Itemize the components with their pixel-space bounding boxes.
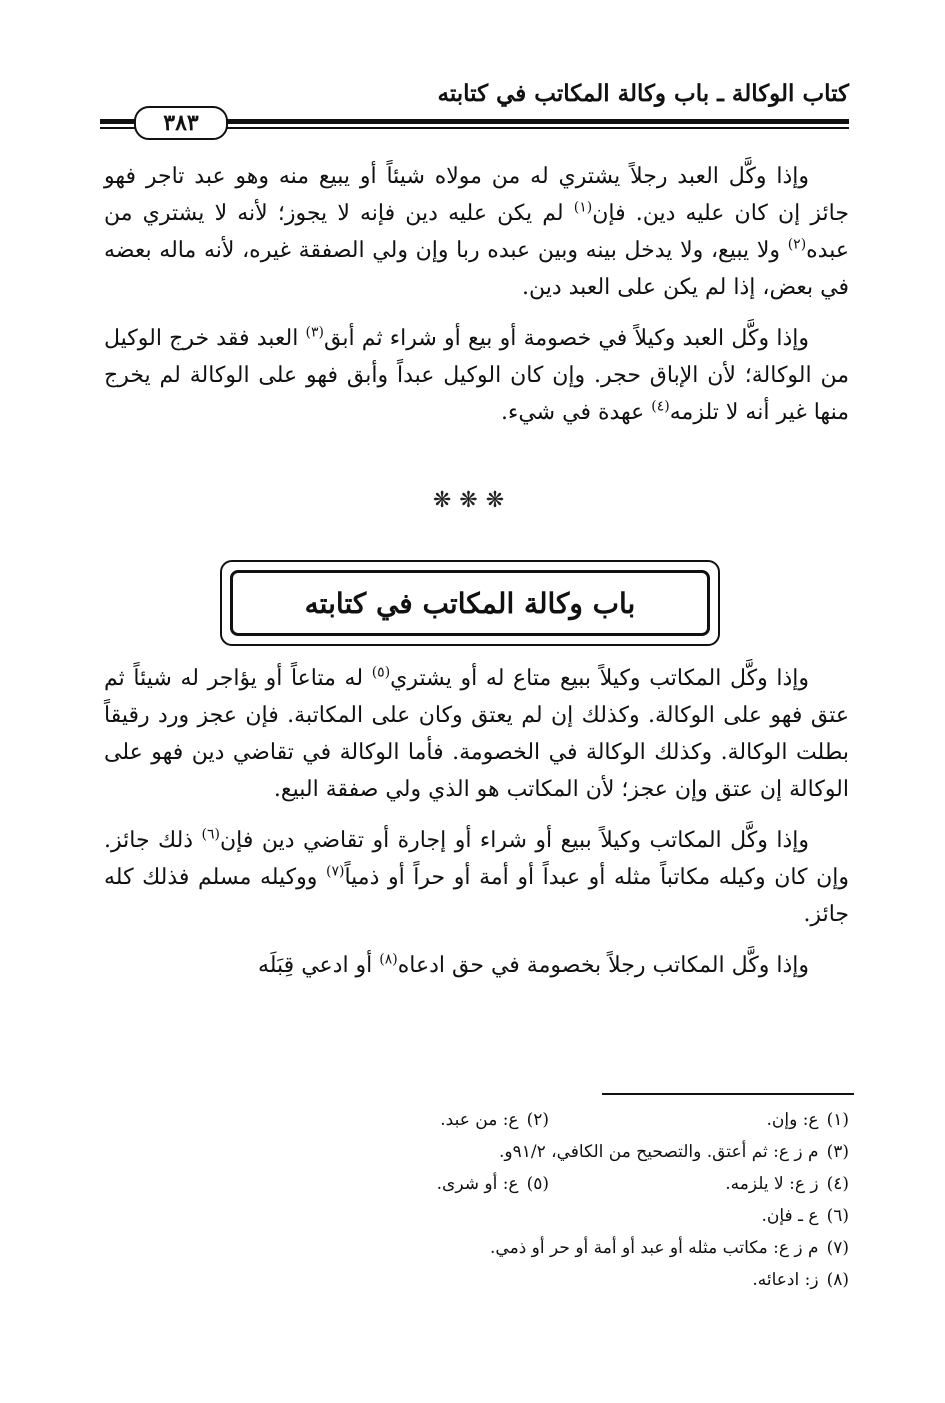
footnote-rule bbox=[602, 1093, 854, 1095]
footnote-ref: (٦) bbox=[201, 826, 221, 843]
paragraph: وإذا وكَّل المكاتب رجلاً بخصومة في حق ادعاه$^{(٨)}$ أو ادعي قِبَلَه bbox=[257, 951, 809, 978]
section-separator: ❋❋❋ bbox=[432, 488, 513, 513]
footnotes bbox=[149, 1104, 849, 1296]
footnote-ref: (٧) bbox=[326, 863, 345, 880]
footnote-row bbox=[149, 1104, 849, 1136]
footnote: (٤)ز ع: لا يلزمه. bbox=[725, 1174, 849, 1194]
footnote: (٨)ز: ادعائه. bbox=[752, 1270, 849, 1290]
footnote: (٥)ع: أو شرى. bbox=[436, 1174, 549, 1194]
chapter-title: باب وكالة المكاتب في كتابته bbox=[304, 586, 636, 620]
footnote-ref: (١) bbox=[573, 199, 593, 216]
paragraph: وإذا وكَّل المكاتب وكيلاً ببيع متاع له أو يشتري$^{(٥)}$ له متاعاً أو يؤاجر له شيئاً ثم عتق فهو على الوكالة. وكذلك إن لم يعتق وكان على المكاتبة. فإن عجز ورد رقيقاً بطلت الوكالة. وكذلك الوكالة في الخصومة. فأما الوكالة في تقاضي دين فهو على الوكالة إن عتق وإن عجز؛ لأن المكاتب هو الذي ولي صفقة البيع. bbox=[104, 664, 849, 802]
footnote-ref: (٨) bbox=[379, 951, 398, 968]
footnote: (٣)م ز ع: ثم أعتق. والتصحيح من الكافي، ٩١/٢و. bbox=[499, 1142, 849, 1162]
footnote-row bbox=[149, 1200, 849, 1232]
footnote-ref: (٣) bbox=[305, 324, 325, 341]
chapter-title-frame bbox=[220, 560, 720, 646]
footnote-row bbox=[149, 1264, 849, 1296]
page-number: ٣٨٣ bbox=[134, 106, 228, 140]
footnote-ref: (٤) bbox=[651, 398, 670, 415]
footnote-row bbox=[149, 1136, 849, 1168]
footnote: (٧)م ز ع: مكاتب مثله أو عبد أو أمة أو حر أو ذمي. bbox=[490, 1238, 849, 1258]
paragraph: وإذا وكَّل العبد رجلاً يشتري له من مولاه شيئاً أو يبيع منه وهو عبد تاجر فهو جائز إن كان عليه دين. فإن$^{(١)}$ لم يكن عليه دين فإنه لا يجوز؛ لأنه لا يشتري من عبده$^{(٢)}$ ولا يبيع، ولا يدخل بينه وبين عبده ربا وإن ولي الصفقة غيره، لأنه ماله بعضه في بعض، إذا لم يكن على العبد دين. bbox=[104, 164, 849, 300]
footnote-ref: (٢) bbox=[787, 236, 807, 253]
paragraph: وإذا وكَّل المكاتب وكيلاً ببيع أو شراء أو إجارة أو تقاضي دين فإن$^{(٦)}$ ذلك جائز. وإن كان وكيله مكاتباً مثله أو عبداً أو أمة أو حراً أو ذمياً$^{(٧)}$ ووكيله مسلم فذلك كله جائز. bbox=[104, 826, 850, 927]
footnote-row bbox=[149, 1232, 849, 1264]
footnote: (٦)ع ـ فإن. bbox=[761, 1206, 849, 1226]
section-2-text bbox=[104, 660, 849, 998]
footnote-ref: (٥) bbox=[371, 664, 391, 681]
footnote: (١)ع: وإن. bbox=[766, 1110, 849, 1130]
paragraph: وإذا وكَّل العبد وكيلاً في خصومة أو بيع أو شراء ثم أبق$^{(٣)}$ العبد فقد خرج الوكيل من الوكالة؛ لأن الإباق حجر. وإن كان الوكيل عبداً وأبق فهو على الوكالة لم يخرج منها غير أنه لا تلزمه$^{(٤)}$ عهدة في شيء. bbox=[104, 324, 849, 425]
footnote: (٢)ع: من عبد. bbox=[440, 1110, 549, 1130]
footnote-row bbox=[149, 1168, 849, 1200]
running-header-title: كتاب الوكالة ـ باب وكالة المكاتب في كتابته bbox=[437, 80, 849, 107]
section-1-text bbox=[104, 158, 849, 445]
